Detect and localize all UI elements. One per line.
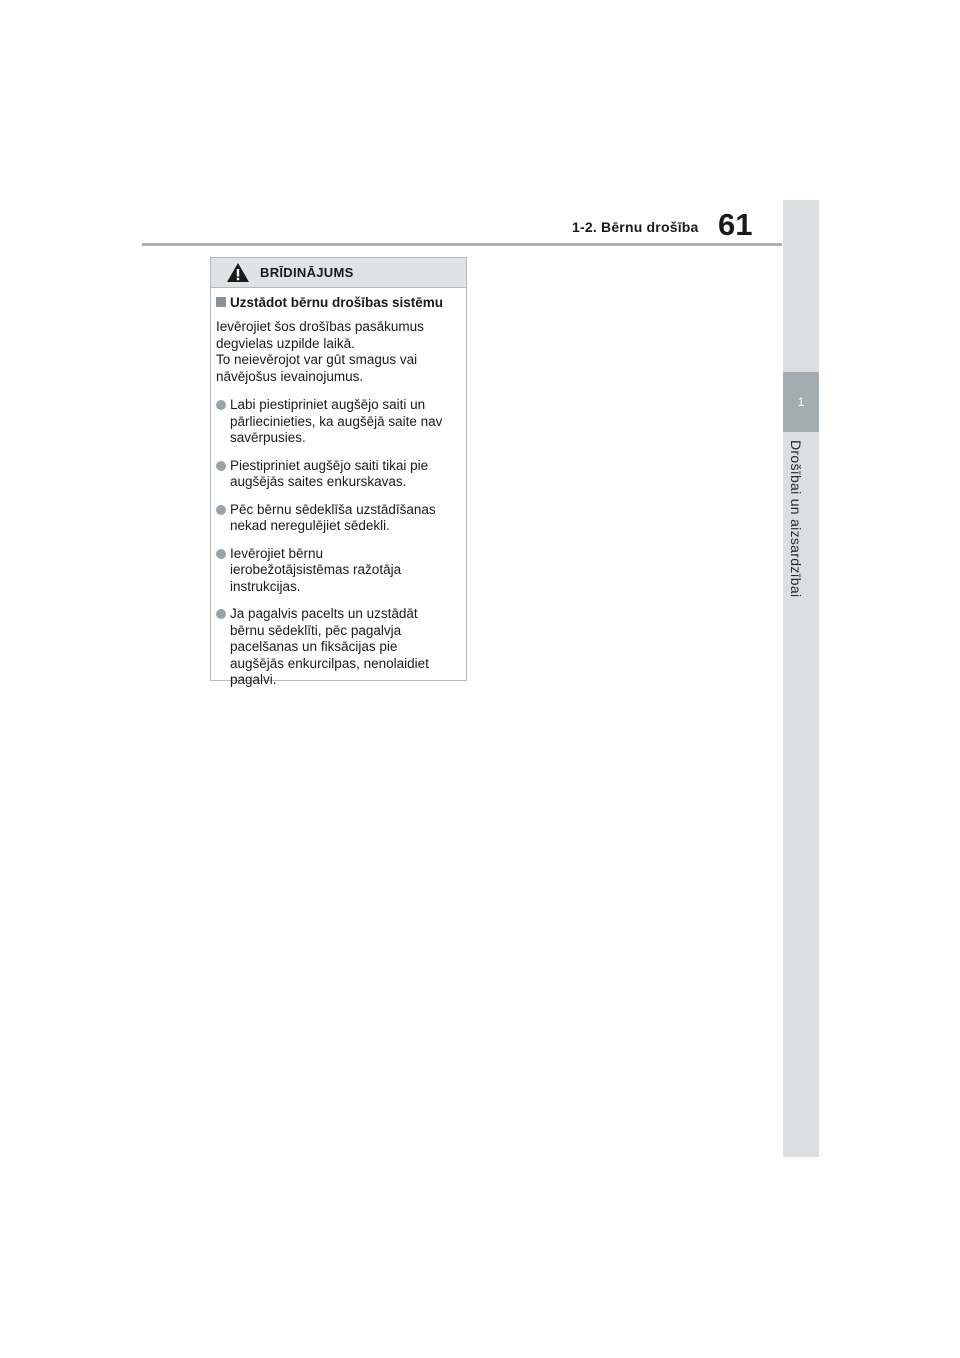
item-line: Labi piestipriniet augšējo saiti un <box>230 397 426 412</box>
round-bullet-icon <box>216 549 226 559</box>
item-line: savērpusies. <box>230 430 306 445</box>
warning-triangle-icon <box>226 262 250 283</box>
warning-box <box>210 257 467 687</box>
intro-line: nāvējošus ievainojumus. <box>216 368 364 384</box>
warning-item-text <box>230 606 429 689</box>
square-bullet-icon <box>216 297 226 307</box>
item-line: instrukcijas. <box>230 578 301 594</box>
item-line: Pēc bērnu sēdeklīša uzstādīšanas <box>230 501 436 517</box>
item-line: Ja pagalvis pacelts un uzstādāt <box>230 606 418 621</box>
item-line: Piestipriniet augšējo saiti tikai pie <box>230 457 429 473</box>
intro-line: degvielas uzpilde laikā. <box>216 335 355 351</box>
warning-intro <box>216 319 458 385</box>
item-line: pacelšanas un fiksācijas pie <box>230 639 398 654</box>
warning-item-text <box>230 502 436 535</box>
round-bullet-icon <box>216 609 226 619</box>
side-tab <box>783 200 819 1157</box>
warning-item-text <box>230 397 442 447</box>
item-line: augšējās saites enkurskavas. <box>230 474 407 489</box>
warning-item-text <box>230 458 428 491</box>
item-line: pagalvi. <box>230 672 277 687</box>
chapter-title: Drošībai un aizsardzībai <box>788 440 804 598</box>
warning-header <box>211 258 466 288</box>
warning-item-text <box>230 546 401 596</box>
header-rule <box>142 243 782 246</box>
warning-item <box>216 458 458 491</box>
page-number: 61 <box>718 207 753 242</box>
item-line: Ievērojiet bērnu <box>230 545 324 561</box>
item-line: nekad neregulējiet sēdekli. <box>230 518 390 533</box>
round-bullet-icon <box>216 461 226 471</box>
item-line: augšējās enkurcilpas, nenolaidiet <box>230 655 429 671</box>
warning-item <box>216 502 458 535</box>
intro-line: To neievērojot var gūt smagus vai <box>216 352 418 367</box>
item-line: bērnu sēdeklīti, pēc pagalvja <box>230 622 402 638</box>
section-title: 1-2. Bērnu drošība <box>572 219 699 235</box>
warning-title: BRĪDINĀJUMS <box>260 265 354 280</box>
warning-subheading <box>216 294 458 311</box>
item-line: pārliecinieties, ka augšējā saite nav <box>230 413 443 429</box>
warning-item <box>216 606 458 689</box>
chapter-number: 1 <box>797 395 805 409</box>
round-bullet-icon <box>216 400 226 410</box>
warning-body <box>211 288 466 689</box>
item-line: ierobežotājsistēmas ražotāja <box>230 562 402 577</box>
warning-item <box>216 397 458 447</box>
warning-item <box>216 546 458 596</box>
round-bullet-icon <box>216 505 226 515</box>
intro-line: Ievērojiet šos drošības pasākumus <box>216 319 424 334</box>
warning-subheading-text: Uzstādot bērnu drošības sistēmu <box>230 295 444 310</box>
